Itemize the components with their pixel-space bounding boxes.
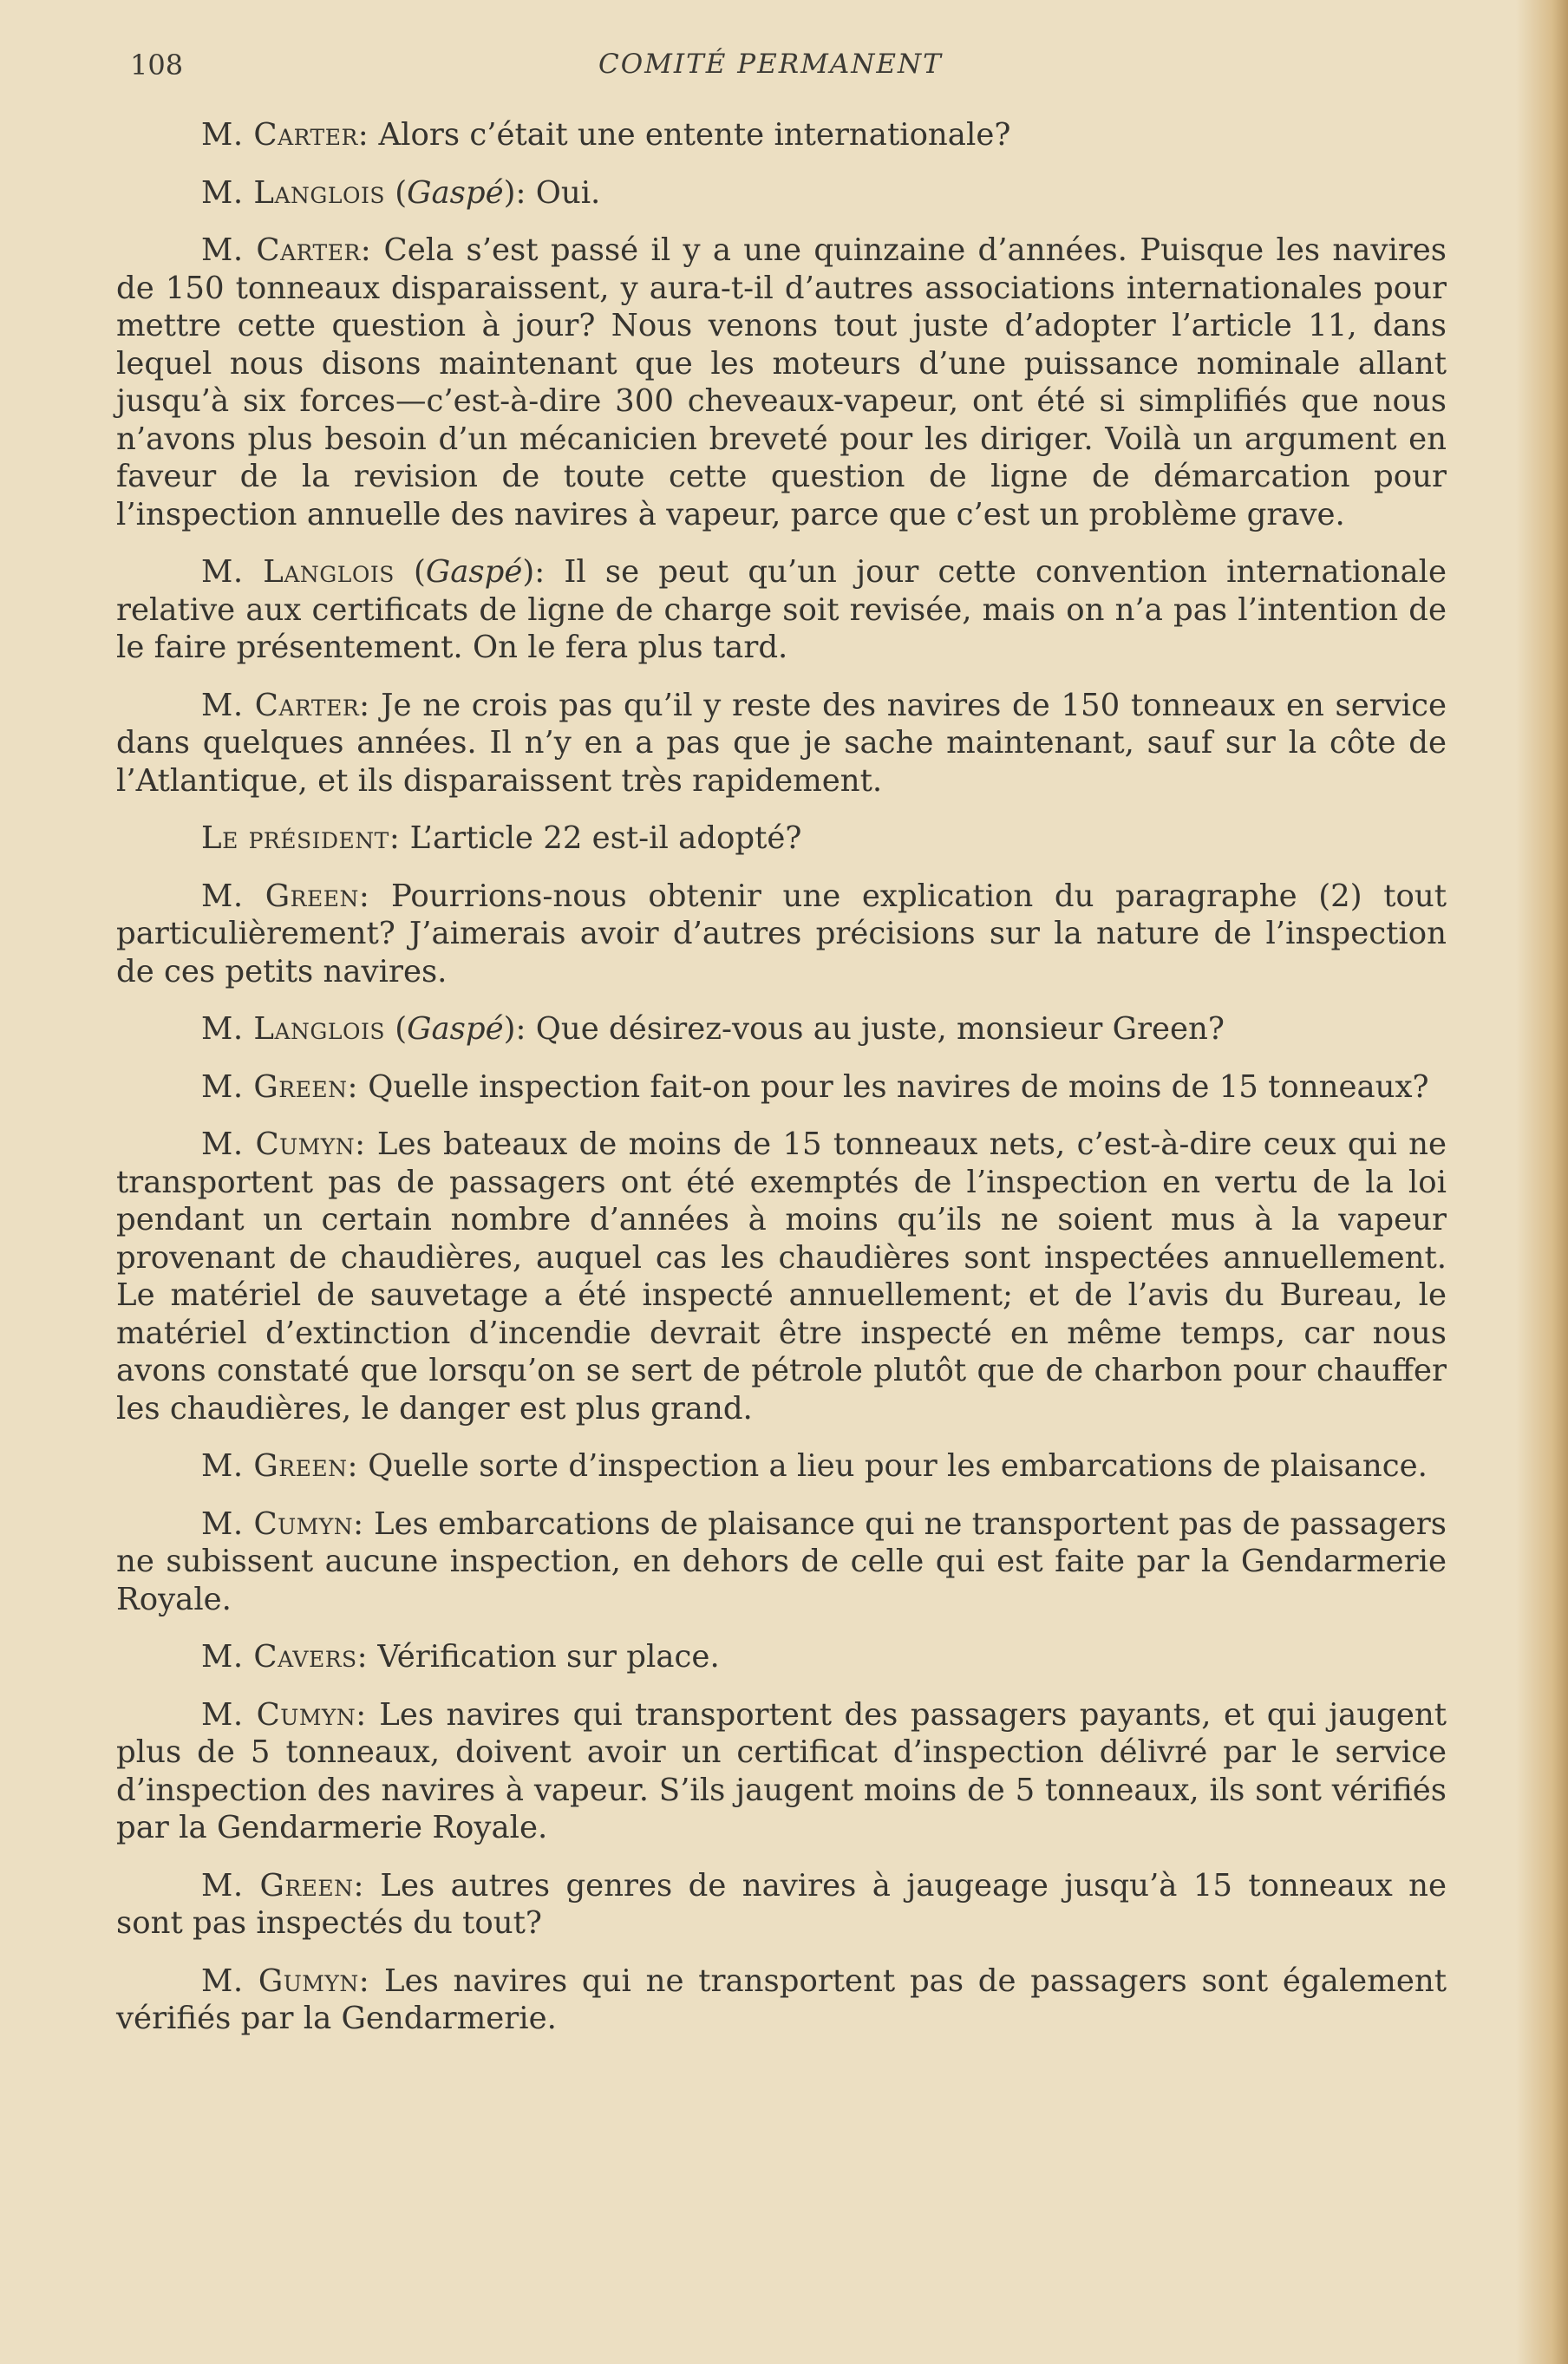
speaker-name: M. Langlois	[201, 1011, 385, 1047]
speaker-colon: :	[534, 554, 546, 590]
speaker-colon: :	[515, 1011, 526, 1047]
paragraph-text: Quelle sorte d’inspection a lieu pour les embarcations de plaisance.	[357, 1448, 1428, 1484]
speaker-name: M. Langlois	[201, 174, 385, 211]
speaker-riding: Gaspé	[425, 554, 523, 590]
paragraph-text: Je ne crois pas qu’il y reste des navires de 150 tonneaux en service dans quelques années. Il n’y en a pas que je sache maintenant, sauf sur la côte de l’Atlantique, et ils disparaissent très rapidement.	[116, 687, 1447, 799]
paragraph	[116, 1505, 1447, 1619]
paragraph-text: Les navires qui ne transportent pas de passagers sont également vérifiés par la Gendarmerie.	[116, 1962, 1447, 2036]
speaker-colon: :	[515, 174, 526, 211]
speaker-name: M. Green:	[201, 1448, 358, 1484]
speaker-riding: Gaspé	[407, 174, 504, 211]
paragraph	[116, 1638, 1447, 1676]
paragraph: M. Langlois (Gaspé): Que désirez-vous au juste, monsieur Green?	[201, 1011, 1225, 1047]
paragraph	[116, 1867, 1447, 1943]
speaker-name: M. Carter:	[201, 687, 370, 723]
paragraph-text: Les embarcations de plaisance qui ne transportent pas de passagers ne subissent aucune inspection, en dehors de celle qui est faite par la Gendarmerie Royale.	[116, 1505, 1447, 1617]
paragraph	[116, 1126, 1447, 1427]
paragraph	[116, 232, 1447, 533]
page-edge-shadow	[1516, 0, 1568, 2364]
paragraph	[116, 820, 1447, 858]
speaker-name: M. Cavers:	[201, 1639, 369, 1675]
paragraph	[116, 1068, 1447, 1107]
paragraph-text: Pourrions-nous obtenir une explication du paragraphe (2) tout particulièrement? J’aimerais avoir d’autres précisions sur la nature de l’inspection de ces petits navires.	[116, 878, 1447, 989]
paragraph	[116, 116, 1447, 154]
paragraph-text: Les autres genres de navires à jaugeage jusqu’à 15 tonneaux ne sont pas inspectés du tout?	[116, 1867, 1447, 1941]
speaker-name: Le président:	[201, 820, 401, 856]
paragraph	[116, 687, 1447, 800]
paragraph-text: Alors c’était une entente internationale?	[369, 117, 1011, 153]
paragraph	[116, 1696, 1447, 1847]
speaker-name: M. Green:	[201, 1068, 358, 1105]
speaker-name: M. Gumyn:	[201, 1962, 370, 1999]
paragraph-text: Quelle inspection fait-on pour les navires de moins de 15 tonneaux?	[357, 1068, 1429, 1105]
speaker-name: M. Cumyn:	[201, 1696, 367, 1733]
paragraph: M. Langlois (Gaspé): Il se peut qu’un jour cette convention internationale relative aux certificats de ligne de charge soit revisée, mais on n’a pas l’intention de le faire présentement. On le fera plus tard.	[116, 554, 1447, 665]
paragraph-text: Cela s’est passé il y a une quinzaine d’années. Puisque les navires de 150 tonneaux disparaissent, y aura-t-il d’autres associations internationales pour mettre cette question à jour? Nous venons tout juste d’adopter l’article 11, dans lequel nous disons maintenant que les moteurs d’une puissance nominale allant jusqu’à six forces—c’est-à-dire 300 cheveaux-vapeur, ont été si simplifiés que nous n’avons plus besoin d’un mécanicien breveté pour les diriger. Voilà un argument en faveur de la revision de toute cette question de ligne de démarcation pour l’inspection annuelle des navires à vapeur, parce que c’est un problème grave.	[116, 232, 1447, 532]
paragraph-text: L’article 22 est-il adopté?	[400, 820, 802, 856]
paragraph-text: Vérification sur place.	[368, 1639, 720, 1675]
speaker-name: M. Green:	[201, 1867, 365, 1904]
speaker-name: M. Cumyn:	[201, 1505, 364, 1542]
speaker-name: M. Green:	[201, 878, 370, 914]
speaker-name: M. Carter:	[201, 232, 372, 268]
speaker-name: M. Carter:	[201, 117, 369, 153]
paragraph-text: Il se peut qu’un jour cette convention internationale relative aux certificats de ligne de charge soit revisée, mais on n’a pas l’intention de le faire présentement. On le fera plus tard.	[116, 554, 1447, 665]
paragraph	[116, 1962, 1447, 2038]
paragraph-text: Les bateaux de moins de 15 tonneaux nets, c’est-à-dire ceux qui ne transportent pas de passagers ont été exemptés de l’inspection en vertu de la loi pendant un certain nombre d’années à moins qu’ils ne soient mus à la vapeur provenant de chaudières, auquel cas les chaudières sont inspectées annuellement. Le matériel de sauvetage a été inspecté annuellement; et de l’avis du Bureau, le matériel d’extinction d’incendie devrait être inspecté en même temps, car nous avons constaté que lorsqu’on se sert de pétrole plutôt que de charbon pour chauffer les chaudières, le danger est plus grand.	[116, 1126, 1447, 1427]
running-title: COMITÉ PERMANENT	[598, 49, 943, 80]
paragraph	[116, 878, 1447, 991]
paragraph-text: Les navires qui transportent des passagers payants, et qui jaugent plus de 5 tonneaux, doivent avoir un certificat d’inspection délivré par le service d’inspection des navires à vapeur. S’ils jaugent moins de 5 tonneaux, ils sont vérifiés par la Gendarmerie Royale.	[116, 1696, 1447, 1845]
transcript-body	[116, 116, 1447, 2058]
paragraph-text: Que désirez-vous au juste, monsieur Green?	[526, 1011, 1225, 1047]
paragraph: M. Langlois (Gaspé): Oui.	[201, 174, 601, 211]
speaker-name: M. Langlois	[201, 554, 395, 590]
page-header	[130, 49, 1448, 92]
speaker-riding: Gaspé	[407, 1011, 504, 1047]
page-number: 108	[130, 49, 184, 82]
speaker-name: M. Cumyn:	[201, 1126, 366, 1162]
paragraph-text: Oui.	[526, 174, 601, 211]
paragraph	[116, 1447, 1447, 1486]
